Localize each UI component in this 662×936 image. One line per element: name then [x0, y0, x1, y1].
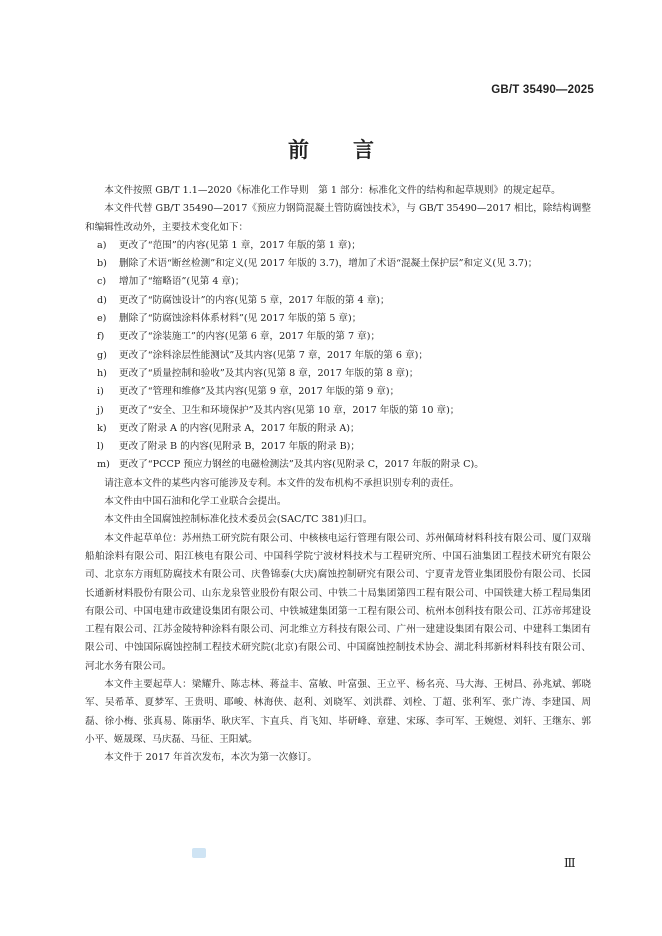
- paragraph-drafting-units: 本文件起草单位：苏州热工研究院有限公司、中核核电运行管理有限公司、苏州佩琦材料科技有限公司、厦门双瑞船舶涂料有限公司、阳江核电有限公司、中国科学院宁波材料技术与工程研究所、中国石油集团工程技术研究有限公司、北京东方雨虹防腐技术有限公司、庆鲁锦泰(大庆)腐蚀控制研究有限公司、宁夏青龙管业集团股份有限公司、长园长通新材料股份有限公司、山东龙泉管业股份有限公司、中铁二十局集团第四工程有限公司、中国铁建大桥工程局集团有限公司、中国电建市政建设集团有限公司、中铁城建集团第一工程有限公司、杭州本创科技有限公司、江苏帝邦建设工程有限公司、江苏金陵特种涂料有限公司、河北维立方科技有限公司、广州一建建设集团有限公司、中建科工集团有限公司、中蚀国际腐蚀控制工程技术研究院(北京)有限公司、中国腐蚀控制技术协会、湖北科邦新材料科技有限公司、河北水务有限公司。: [85, 532, 591, 672]
- list-item-label: l): [97, 441, 104, 453]
- list-item: [85, 310, 591, 328]
- list-item: [85, 402, 591, 420]
- list-item: [85, 456, 591, 474]
- list-item-label: c): [97, 276, 107, 288]
- list-item-text: 更改了附录 A 的内容(见附录 A，2017 年版的附录 A)；: [119, 422, 360, 434]
- list-item-text: 更改了“PCCP 预应力钢丝的电磁检测法”及其内容(见附录 C，2017 年版的附录 C)。: [119, 459, 484, 471]
- paragraph-drafting-rules: 本文件按照 GB/T 1.1—2020《标准化工作导则 第 1 部分：标准化文件的结构和起草规则》的规定起草。: [104, 185, 561, 196]
- list-item: [85, 237, 591, 255]
- list-item-text: 更改了“安全、卫生和环境保护”及其内容(见第 10 章，2017 年版的第 10 章)；: [119, 404, 460, 416]
- paragraph-drafters: 本文件主要起草人：梁耀升、陈志林、蒋益丰、富敏、叶富强、王立平、杨名亮、马大海、王树昌、孙兆斌、郭晓军、吴希革、夏梦军、王贵明、耶峻、林海侠、赵利、刘晓军、刘洪群、刘栓、丁超、张利军、张广涛、李建国、周磊、徐小梅、张真易、陈丽华、耿庆军、卞直兵、肖飞知、毕研峰、章建、宋琢、李可军、王婉煜、刘轩、王继东、郭小平、姬晟琛、马庆磊、马征、王阳斌。: [85, 679, 591, 745]
- list-item-label: j): [97, 404, 104, 416]
- list-item: [85, 292, 591, 310]
- list-item-text: 更改了“质量控制和验收”及其内容(见第 8 章，2017 年版的第 8 章)；: [119, 367, 419, 379]
- list-item-label: d): [97, 294, 107, 306]
- list-item-text: 删除了“防腐蚀涂料体系材料”(见 2017 年版的第 5 章)；: [119, 313, 362, 325]
- list-item-text: 更改了附录 B 的内容(见附录 B，2017 年版的附录 B)；: [119, 441, 360, 453]
- list-item-label: b): [97, 258, 107, 270]
- list-item: [85, 438, 591, 456]
- paragraph-history: 本文件于 2017 年首次发布，本次为第一次修订。: [104, 752, 317, 764]
- list-item-label: f): [97, 331, 105, 343]
- list-item: [85, 383, 591, 401]
- changes-list: [85, 237, 591, 475]
- page-title: 前言: [288, 137, 418, 162]
- list-item: [85, 347, 591, 365]
- page-number: Ⅲ: [564, 856, 576, 870]
- paragraph-proposer: 本文件由中国石油和化学工业联合会提出。: [104, 496, 287, 508]
- foreword-body: [85, 182, 591, 768]
- paragraph-patent-notice: 请注意本文件的某些内容可能涉及专利。本文件的发布机构不承担识别专利的责任。: [104, 477, 460, 489]
- list-item-label: e): [97, 313, 107, 325]
- list-item-label: m): [97, 459, 110, 471]
- list-item-text: 删除了术语“断丝检测”和定义(见 2017 年版的 3.7)，增加了术语“混凝土保护层”和定义(见 3.7)；: [119, 258, 538, 270]
- list-item-text: 更改了“范围”的内容(见第 1 章，2017 年版的第 1 章)；: [119, 239, 361, 251]
- list-item: [85, 420, 591, 438]
- list-item-label: h): [97, 367, 107, 379]
- list-item-label: a): [97, 239, 107, 251]
- list-item-text: 更改了“管理和维修”及其内容(见第 9 章，2017 年版的第 9 章)；: [119, 386, 400, 398]
- list-item: [85, 328, 591, 346]
- list-item-text: 更改了“涂装施工”的内容(见第 6 章，2017 年版的第 7 章)；: [119, 331, 381, 343]
- list-item-text: 更改了“防腐蚀设计”的内容(见第 5 章，2017 年版的第 4 章)；: [119, 294, 390, 306]
- paragraph-committee: 本文件由全国腐蚀控制标准化技术委员会(SAC/TC 381)归口。: [104, 514, 373, 526]
- list-item-label: k): [97, 422, 107, 434]
- list-item: [85, 255, 591, 273]
- list-item-text: 更改了“涂料涂层性能测试”及其内容(见第 7 章，2017 年版的第 6 章)；: [119, 349, 429, 361]
- list-item-text: 增加了“缩略语”(见第 4 章)；: [119, 276, 245, 288]
- list-item: [85, 273, 591, 291]
- list-item-label: g): [97, 349, 107, 361]
- standard-code: GB/T 35490—2025: [491, 84, 594, 96]
- list-item: [85, 365, 591, 383]
- paragraph-replacement: 本文件代替 GB/T 35490—2017《预应力钢筒混凝土管防腐蚀技术》，与 GB/T 35490—2017 相比，除结构调整和编辑性改动外，主要技术变化如下：: [85, 203, 591, 233]
- watermark-logo: [192, 848, 206, 858]
- list-item-label: i): [97, 386, 104, 398]
